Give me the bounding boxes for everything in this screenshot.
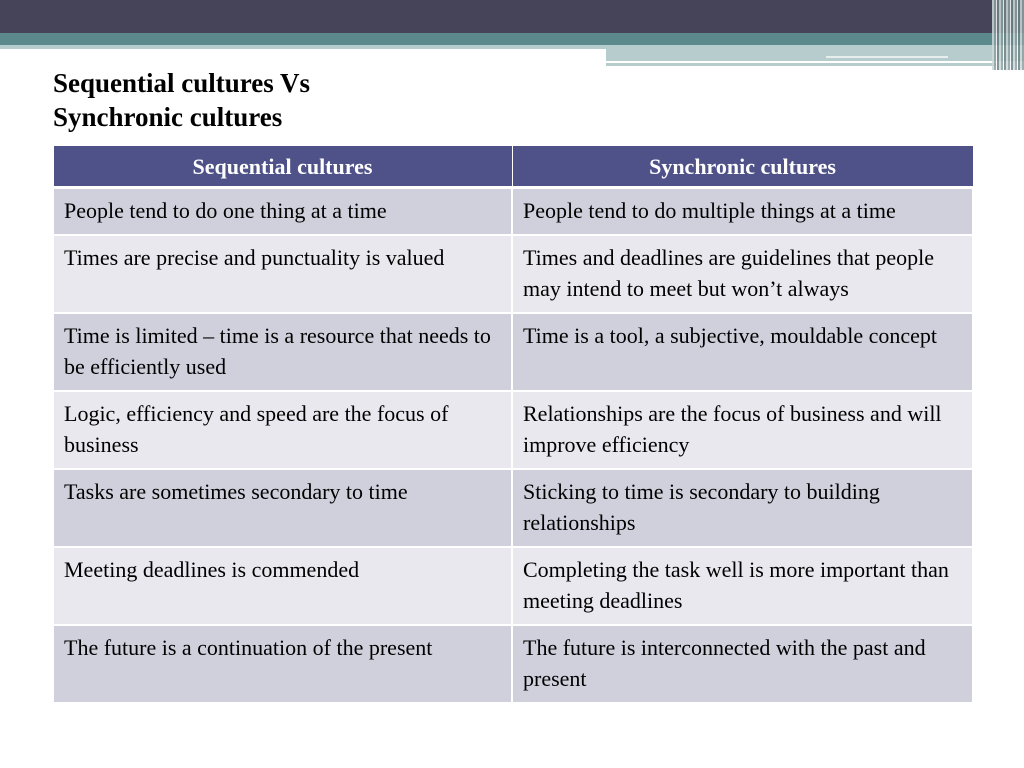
sequential-cell: Logic, efficiency and speed are the focus of business	[53, 391, 512, 469]
table-row	[53, 188, 973, 236]
table-row	[53, 235, 973, 313]
header-light-band	[0, 45, 606, 49]
comparison-table	[52, 145, 974, 704]
slide-title-line-2: Synchronic cultures	[53, 102, 283, 132]
sequential-cell: The future is a continuation of the present	[53, 625, 512, 703]
slide-title-line-1: Sequential cultures Vs	[53, 68, 311, 98]
synchronic-cell: People tend to do multiple things at a time	[512, 188, 973, 236]
sequential-cell: Times are precise and punctuality is valued	[53, 235, 512, 313]
sequential-cell: Time is limited – time is a resource that needs to be efficiently used	[53, 313, 512, 391]
sequential-cell: Tasks are sometimes secondary to time	[53, 469, 512, 547]
header-accent-line	[606, 63, 996, 66]
sequential-cell: Meeting deadlines is commended	[53, 547, 512, 625]
table-row	[53, 391, 973, 469]
column-header-sequential: Sequential cultures	[53, 146, 512, 188]
synchronic-cell: Sticking to time is secondary to building relationships	[512, 469, 973, 547]
synchronic-cell: The future is interconnected with the past and present	[512, 625, 973, 703]
synchronic-cell: Relationships are the focus of business and will improve efficiency	[512, 391, 973, 469]
table-row	[53, 547, 973, 625]
table-row	[53, 313, 973, 391]
table-row	[53, 625, 973, 703]
slide-title	[53, 66, 573, 134]
header-teal-band	[0, 33, 1024, 45]
table-row	[53, 469, 973, 547]
header-highlight-line	[826, 56, 948, 58]
header-stripes-decoration	[992, 0, 1024, 70]
table-header-row	[53, 146, 973, 188]
header-step-band	[606, 45, 1024, 61]
synchronic-cell: Time is a tool, a subjective, mouldable concept	[512, 313, 973, 391]
header-dark-band	[0, 0, 1024, 33]
synchronic-cell: Times and deadlines are guidelines that people may intend to meet but won’t always	[512, 235, 973, 313]
sequential-cell: People tend to do one thing at a time	[53, 188, 512, 236]
column-header-synchronic: Synchronic cultures	[512, 146, 973, 188]
synchronic-cell: Completing the task well is more important than meeting deadlines	[512, 547, 973, 625]
